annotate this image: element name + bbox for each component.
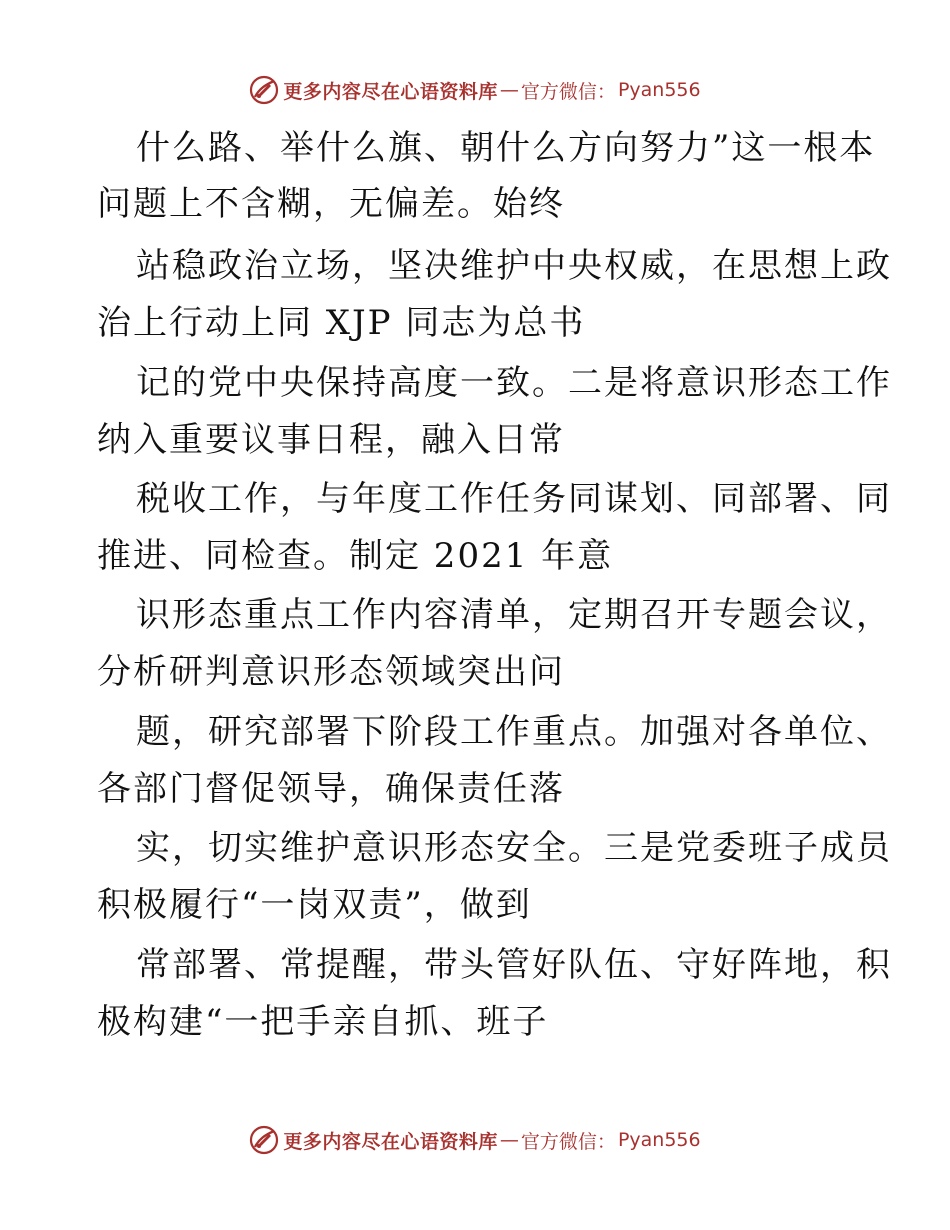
brand-text: 更多内容尽在心语资料库 [283,80,498,103]
body-line: 题，研究部署下阶段工作重点。加强对各单位、 [136,712,892,752]
contact-id: Pyan556 [617,79,701,101]
brand-logo-icon [249,75,279,105]
footer-banner [0,1120,950,1160]
body-line: 各部门督促领导，确保责任落 [97,769,565,809]
banner-separator: — [499,1129,519,1151]
body-line: 积极履行“一岗双责”，做到 [97,885,532,925]
body-line: 识形态重点工作内容清单，定期召开专题会议， [136,595,892,635]
banner-separator: — [499,79,519,101]
body-line: 极构建“一把手亲自抓、班子 [97,1002,549,1042]
body-line: 实，切实维护意识形态安全。三是党委班子成员 [136,828,892,868]
body-line: 纳入重要议事日程，融入日常 [97,420,565,460]
brand-text: 更多内容尽在心语资料库 [283,1130,498,1153]
brand-logo-icon [249,1125,279,1155]
body-line: 分析研判意识形态领域突出问 [97,652,565,692]
body-line: 问题上不含糊，无偏差。始终 [97,184,565,224]
body-line: 治上行动上同 XJP 同志为总书 [97,303,586,343]
contact-id: Pyan556 [617,1129,701,1151]
contact-label: 官方微信： [520,1130,616,1153]
body-line: 税收工作，与年度工作任务同谋划、同部署、同 [136,479,892,519]
contact-label: 官方微信： [520,80,616,103]
header-banner [0,70,950,110]
body-line: 常部署、常提醒，带头管好队伍、守好阵地，积 [136,945,892,985]
body-line: 记的党中央保持高度一致。二是将意识形态工作 [136,363,892,403]
body-line: 什么路、举什么旗、朝什么方向努力”这一根本 [136,128,876,168]
body-line: 推进、同检查。制定 2021 年意 [97,536,614,576]
body-line: 站稳政治立场，坚决维护中央权威，在思想上政 [136,246,892,286]
